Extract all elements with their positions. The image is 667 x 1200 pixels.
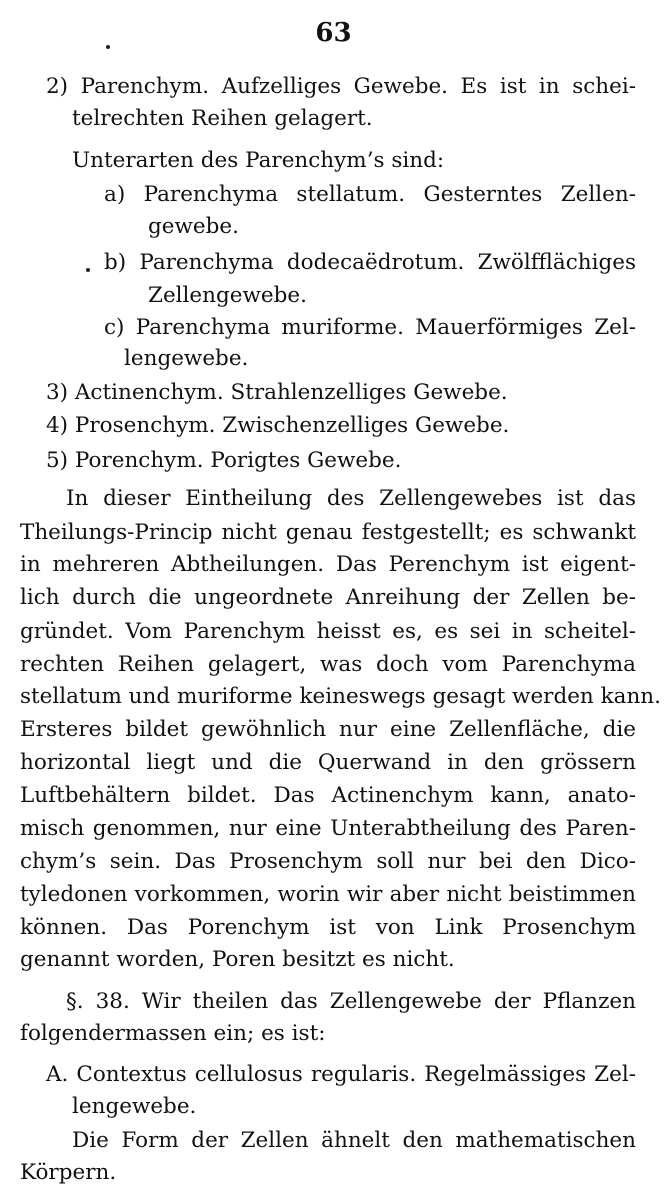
paragraph-line: stellatum und muriforme keineswegs gesagt werden kann. [20,684,661,709]
list-item-prosenchym: 4) Prosenchym. Zwischenzelliges Gewebe. [46,413,510,438]
paragraph-line: lich durch die ungeordnete Anreihung der Zellen be- [20,585,636,610]
subtype-c-cont: lengewebe. [124,346,249,371]
subtype-a-cont: gewebe. [148,214,239,239]
form-line: Körpern. [20,1160,117,1185]
item-a: A. Contextus cellulosus regularis. Regelmässiges Zel- [46,1062,636,1087]
section-38-line: §. 38. Wir theilen das Zellengewebe der Pflanzen [66,989,636,1014]
subtype-b-cont: Zellengewebe. [148,283,307,308]
subtype-b: b) Parenchyma dodecaëdrotum. Zwölfflächiges [104,250,636,275]
paragraph-line: gründet. Vom Parenchym heisst es, es sei in scheitel- [20,619,636,644]
paragraph-line: rechten Reihen gelagert, was doch vom Parenchyma [20,652,636,677]
paragraph-line: Luftbehältern bildet. Das Actinenchym kann, anato- [20,783,636,808]
paragraph-line: Ersteres bildet gewöhnlich nur eine Zellenfläche, die [20,717,636,742]
paragraph-line: können. Das Porenchym ist von Link Prosenchym [20,915,636,940]
subtype-c: c) Parenchyma muriforme. Mauerförmiges Zel- [104,315,636,340]
paragraph-line: tyledonen vorkommen, worin wir aber nicht beistimmen [20,882,636,907]
paragraph-line: horizontal liegt und die Querwand in den grössern [20,750,636,775]
subtype-a: a) Parenchyma stellatum. Gesterntes Zellen- [104,182,636,207]
section-38-line: folgendermassen ein; es ist: [20,1021,326,1046]
ink-speck [86,268,90,272]
paragraph-line: in mehreren Abtheilungen. Das Perenchym ist eigent- [20,552,636,577]
paragraph-line: Theilungs-Princip nicht genau festgestellt; es schwankt [20,520,636,545]
list-item-actinenchym: 3) Actinenchym. Strahlenzelliges Gewebe. [46,380,508,405]
ink-speck [106,45,110,49]
paragraph-line: misch genommen, nur eine Unterabtheilung des Paren- [20,816,636,841]
list-item-parenchym: 2) Parenchym. Aufzelliges Gewebe. Es ist in schei- [46,74,636,99]
list-item-porenchym: 5) Porenchym. Porigtes Gewebe. [46,448,402,473]
paragraph-line: genannt worden, Poren besitzt es nicht. [20,947,455,972]
item-a-cont: lengewebe. [72,1094,197,1119]
subtypes-heading: Unterarten des Parenchym’s sind: [72,148,445,173]
form-line: Die Form der Zellen ähnelt den mathematischen [72,1128,636,1153]
paragraph-line: In dieser Eintheilung des Zellengewebes ist das [66,486,636,511]
paragraph-line: chym’s sein. Das Prosenchym soll nur bei den Dico- [20,849,636,874]
page-number: 63 [315,18,352,48]
list-item-parenchym-cont: telrechten Reihen gelagert. [72,106,373,131]
